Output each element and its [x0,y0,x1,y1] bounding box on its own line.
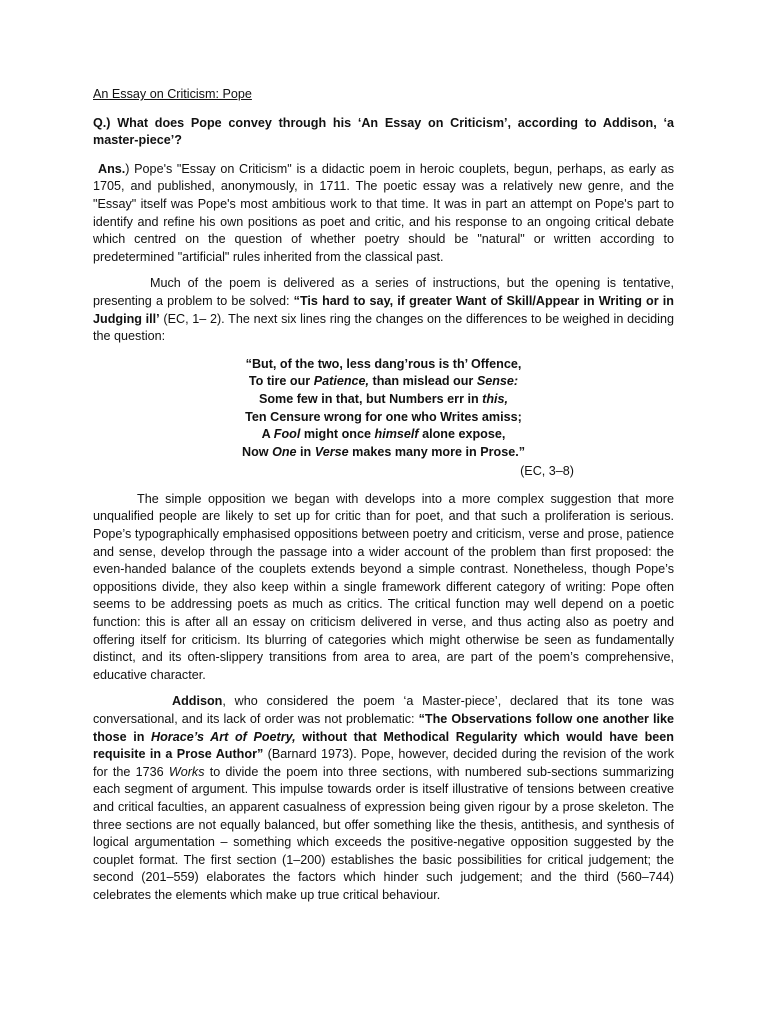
addison-quote-a: “The Observations follow one another like those in [93,712,674,744]
paragraph-opposition: The simple opposition we began with develops into a more complex suggestion that more unqualified people are likely to set up for critic than for poet, and that such a proliferation is serious. Pope’s typographically emphasised oppositions between poetry and criticism, verse and prose, patience and sense, develop through the passage into a wider account of the problem than first proposed: the even-handed balance of the couplets extends beyond a simple contrast. Nonetheless, though Pope’s oppositions divide, they also keep within a single framework different category of writing: Pope often seems to be addressing poets as much as critics. The critical function may well depend on a poetic function: this is after all an essay on criticism delivered in verse, and thus acting also as poetry and offering itself for criticism. Its blurring of categories which might otherwise be seen as fundamentally distinct, and its often-slippery transitions from area to area, are part of the poem’s comprehensive, educative character. [93,491,674,682]
answer-label: Ans. [98,161,126,176]
addison-name: Addison [172,694,223,709]
verse-line-3-b: this, [482,391,509,406]
works-title: Works [168,764,205,779]
verse-line-2-b: Patience, [313,374,370,389]
verse-line-1: “But, of the two, less dang’rous is th’ Offence, [245,356,522,371]
addison-text-b: (Barnard 1973). Pope, however, decided during the revision of the work for the 1736 [93,747,675,779]
verse-line-6-e: makes many more in Prose.” [348,444,526,459]
verse-citation: (EC, 3–8) [520,464,574,479]
verse-line-3-a: Some few in that, but Numbers err in [258,391,483,406]
addison-text-a: , who considered the poem ‘a Master-piece’, declared that its tone was conversational, and its lack of order was not problematic: [93,694,674,726]
verse-line-5-b: Fool [273,427,301,442]
addison-quote-b: without that Methodical Regularity which would have been requisite in a Prose Author” [93,729,674,762]
verse-line-2-d: Sense: [476,374,519,389]
addison-quote-title: Horace’s Art of Poetry, [151,729,296,744]
verse-line-6 [93,444,674,462]
paragraph-opening-text-a: Much of the poem is delivered as a series of instructions, but the opening is tentative, presenting a problem to be solved: [93,276,674,308]
verse-line-6-b: One [272,444,297,459]
verse-line-6-a: Now [241,444,273,459]
verse-line-5 [93,426,674,444]
verse-quote [93,356,674,462]
paragraph-opening-text-b: (EC, 1– 2). The next six lines ring the changes on the differences to be weighed in deciding the question: [93,311,674,344]
document-page [93,86,674,914]
verse-line-2 [93,373,674,391]
paragraph-opening-quote: “Tis hard to say, if greater Want of Skill/Appear in Writing or in Judging ill’ [93,293,674,326]
document-title: An Essay on Criticism: Pope [93,87,252,101]
answer-paragraph [93,161,674,267]
verse-line-6-d: Verse [314,444,349,459]
verse-line-6-c: in [296,444,315,459]
paragraph-opening [93,275,674,345]
answer-text: ) Pope's "Essay on Criticism" is a didactic poem in heroic couplets, begun, perhaps, as early as 1705, and published, anonymously, in 1711. The poetic essay was a relatively new genre, and the "Essay" itself was Pope's most ambitious work to that time. It was in part an attempt on Pope's part to identify and refine his own positions as poet and critic, and his response to an ongoing critical debate which centred on the question of whether poetry should be "natural" or written according to predetermined "artificial" rules inherited from the classical past. [93,161,674,264]
verse-line-5-c: might once [300,427,375,442]
question: Q.) What does Pope convey through his ‘An Essay on Criticism’, according to Addison, ‘a master-piece’? [93,115,674,148]
verse-line-4: Ten Censure wrong for one who Writes amiss; [245,409,522,424]
verse-line-2-a: To tire our [248,374,314,389]
verse-line-5-a: A [261,427,274,442]
paragraph-addison [93,693,674,904]
addison-text-c: to divide the poem into three sections, with numbered sub-sections summarizing each segment of argument. This impulse towards order is itself illustrative of tensions between creative and critical faculties, an apparent casualness of expression being given rigour by a prose skeleton. The three sections are not equally balanced, but offer something like the thesis, antithesis, and synthesis of logical argumentation – something which exceeds the positive-negative opposition suggested by the couplet format. The first section (1–200) establishes the basic possibilities for critical judgement; the second (201–559) elaborates the factors which hinder such judgement; and the third (560–744) celebrates the elements which make up true critical behaviour. [93,764,674,902]
verse-line-5-e: alone expose, [418,427,506,442]
verse-line-5-d: himself [374,427,419,442]
verse-line-3 [93,391,674,409]
verse-line-2-c: than mislead our [369,374,477,389]
